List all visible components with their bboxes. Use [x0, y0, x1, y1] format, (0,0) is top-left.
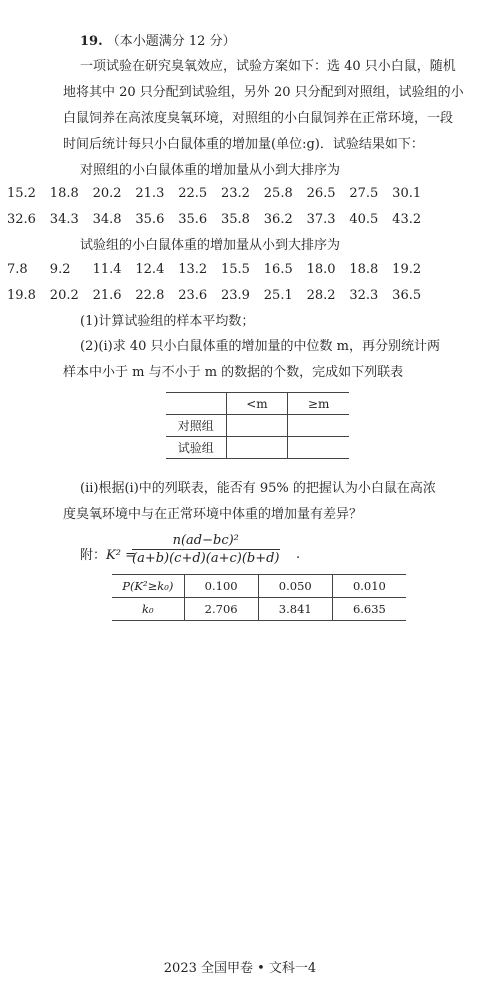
formula-fraction — [132, 533, 280, 566]
control-row-2 — [7, 212, 435, 227]
table-row-label: P(K²≥k₀) — [112, 575, 184, 598]
data-value: 36.5 — [392, 288, 422, 303]
data-value: 25.8 — [263, 186, 293, 201]
test-heading: 试验组的小白鼠体重的增加量从小到大排序为 — [80, 238, 341, 253]
data-value: 23.9 — [220, 288, 250, 303]
table-cell: 6.635 — [332, 598, 406, 621]
data-value: 15.5 — [220, 262, 250, 277]
data-value: 16.5 — [263, 262, 293, 277]
data-value: 18.8 — [349, 262, 379, 277]
score-note: （本小题满分 12 分） — [106, 34, 236, 49]
data-value: 30.1 — [392, 186, 422, 201]
data-value: 12.4 — [135, 262, 165, 277]
data-value: 23.2 — [220, 186, 250, 201]
formula-end: . — [296, 547, 301, 562]
part-1: (1)计算试验组的样本平均数； — [80, 314, 255, 329]
data-value: 21.6 — [92, 288, 122, 303]
part-2ii-line-1: (ⅱ)根据(ⅰ)中的列联表，能否有 95% 的把握认为小白鼠在高浓 — [80, 481, 436, 496]
data-value: 25.1 — [263, 288, 293, 303]
data-value: 37.3 — [306, 212, 336, 227]
data-value: 35.8 — [220, 212, 250, 227]
data-value: 20.2 — [92, 186, 122, 201]
data-value: 35.6 — [178, 212, 208, 227]
intro-line-4: 时间后统计每只小白鼠体重的增加量(单位:g)．试验结果如下： — [63, 137, 424, 152]
page-footer: 2023 全国甲卷 • 文科一4 — [163, 961, 317, 976]
control-heading: 对照组的小白鼠体重的增加量从小到大排序为 — [80, 163, 341, 178]
table-header-cell — [166, 393, 226, 415]
formula-lhs: K² = — [106, 548, 136, 563]
test-row-1 — [7, 262, 435, 277]
data-value: 18.0 — [306, 262, 336, 277]
data-value: 26.5 — [306, 186, 336, 201]
data-value: 7.8 — [7, 262, 28, 277]
table-cell: 0.100 — [184, 575, 258, 598]
data-value: 34.8 — [92, 212, 122, 227]
answer-cell — [226, 415, 288, 437]
data-value: 13.2 — [178, 262, 208, 277]
data-value: 32.3 — [349, 288, 379, 303]
part-2-line-1: (2)(ⅰ)求 40 只小白鼠体重的增加量的中位数 m，再分别统计两 — [80, 339, 440, 354]
data-value: 32.6 — [7, 212, 36, 227]
data-value: 19.8 — [7, 288, 36, 303]
contingency-table — [166, 392, 349, 459]
data-value: 27.5 — [349, 186, 379, 201]
data-value: 18.8 — [49, 186, 79, 201]
part-2-line-2: 样本中小于 m 与不小于 m 的数据的个数，完成如下列联表 — [63, 365, 404, 380]
data-value: 35.6 — [135, 212, 165, 227]
data-value: 11.4 — [92, 262, 122, 277]
critical-value-table — [112, 574, 406, 621]
answer-cell — [288, 437, 349, 459]
data-value: 34.3 — [49, 212, 79, 227]
table-header-cell: <m — [226, 393, 288, 415]
problem-header — [80, 33, 236, 51]
table-header-cell: ≥m — [288, 393, 349, 415]
intro-line-2: 地将其中 20 只分配到试验组，另外 20 只分配到对照组，试验组的小 — [63, 85, 464, 100]
formula-denominator: (a+b)(c+d)(a+c)(b+d) — [132, 551, 280, 566]
part-2ii-line-2: 度臭氧环境中与在正常环境中体重的增加量有差异？ — [63, 507, 363, 522]
intro-line-1: 一项试验在研究臭氧效应，试验方案如下：选 40 只小白鼠，随机 — [80, 59, 456, 74]
table-row-label: k₀ — [112, 598, 184, 621]
answer-cell — [226, 437, 288, 459]
formula-numerator: n(ad−bc)² — [132, 533, 280, 550]
answer-cell — [288, 415, 349, 437]
appendix-prefix: 附： — [80, 548, 107, 563]
data-value: 20.2 — [49, 288, 79, 303]
table-cell: 2.706 — [184, 598, 258, 621]
data-value: 9.2 — [49, 262, 71, 277]
data-value: 36.2 — [263, 212, 293, 227]
table-row-label: 试验组 — [166, 437, 226, 459]
table-cell: 0.010 — [332, 575, 406, 598]
intro-line-3: 白鼠饲养在高浓度臭氧环境，对照组的小白鼠饲养在正常环境，一段 — [63, 111, 454, 126]
data-value: 22.5 — [178, 186, 208, 201]
test-row-2 — [7, 288, 435, 303]
control-row-1 — [7, 186, 435, 201]
data-value: 40.5 — [349, 212, 379, 227]
table-cell: 0.050 — [258, 575, 332, 598]
data-value: 23.6 — [178, 288, 208, 303]
table-cell: 3.841 — [258, 598, 332, 621]
problem-number: 19. — [80, 34, 103, 49]
data-value: 21.3 — [135, 186, 165, 201]
data-value: 43.2 — [392, 212, 422, 227]
data-value: 28.2 — [306, 288, 336, 303]
data-value: 19.2 — [392, 262, 422, 277]
appendix-label — [80, 544, 136, 563]
data-value: 15.2 — [7, 186, 36, 201]
data-value: 22.8 — [135, 288, 165, 303]
table-row-label: 对照组 — [166, 415, 226, 437]
